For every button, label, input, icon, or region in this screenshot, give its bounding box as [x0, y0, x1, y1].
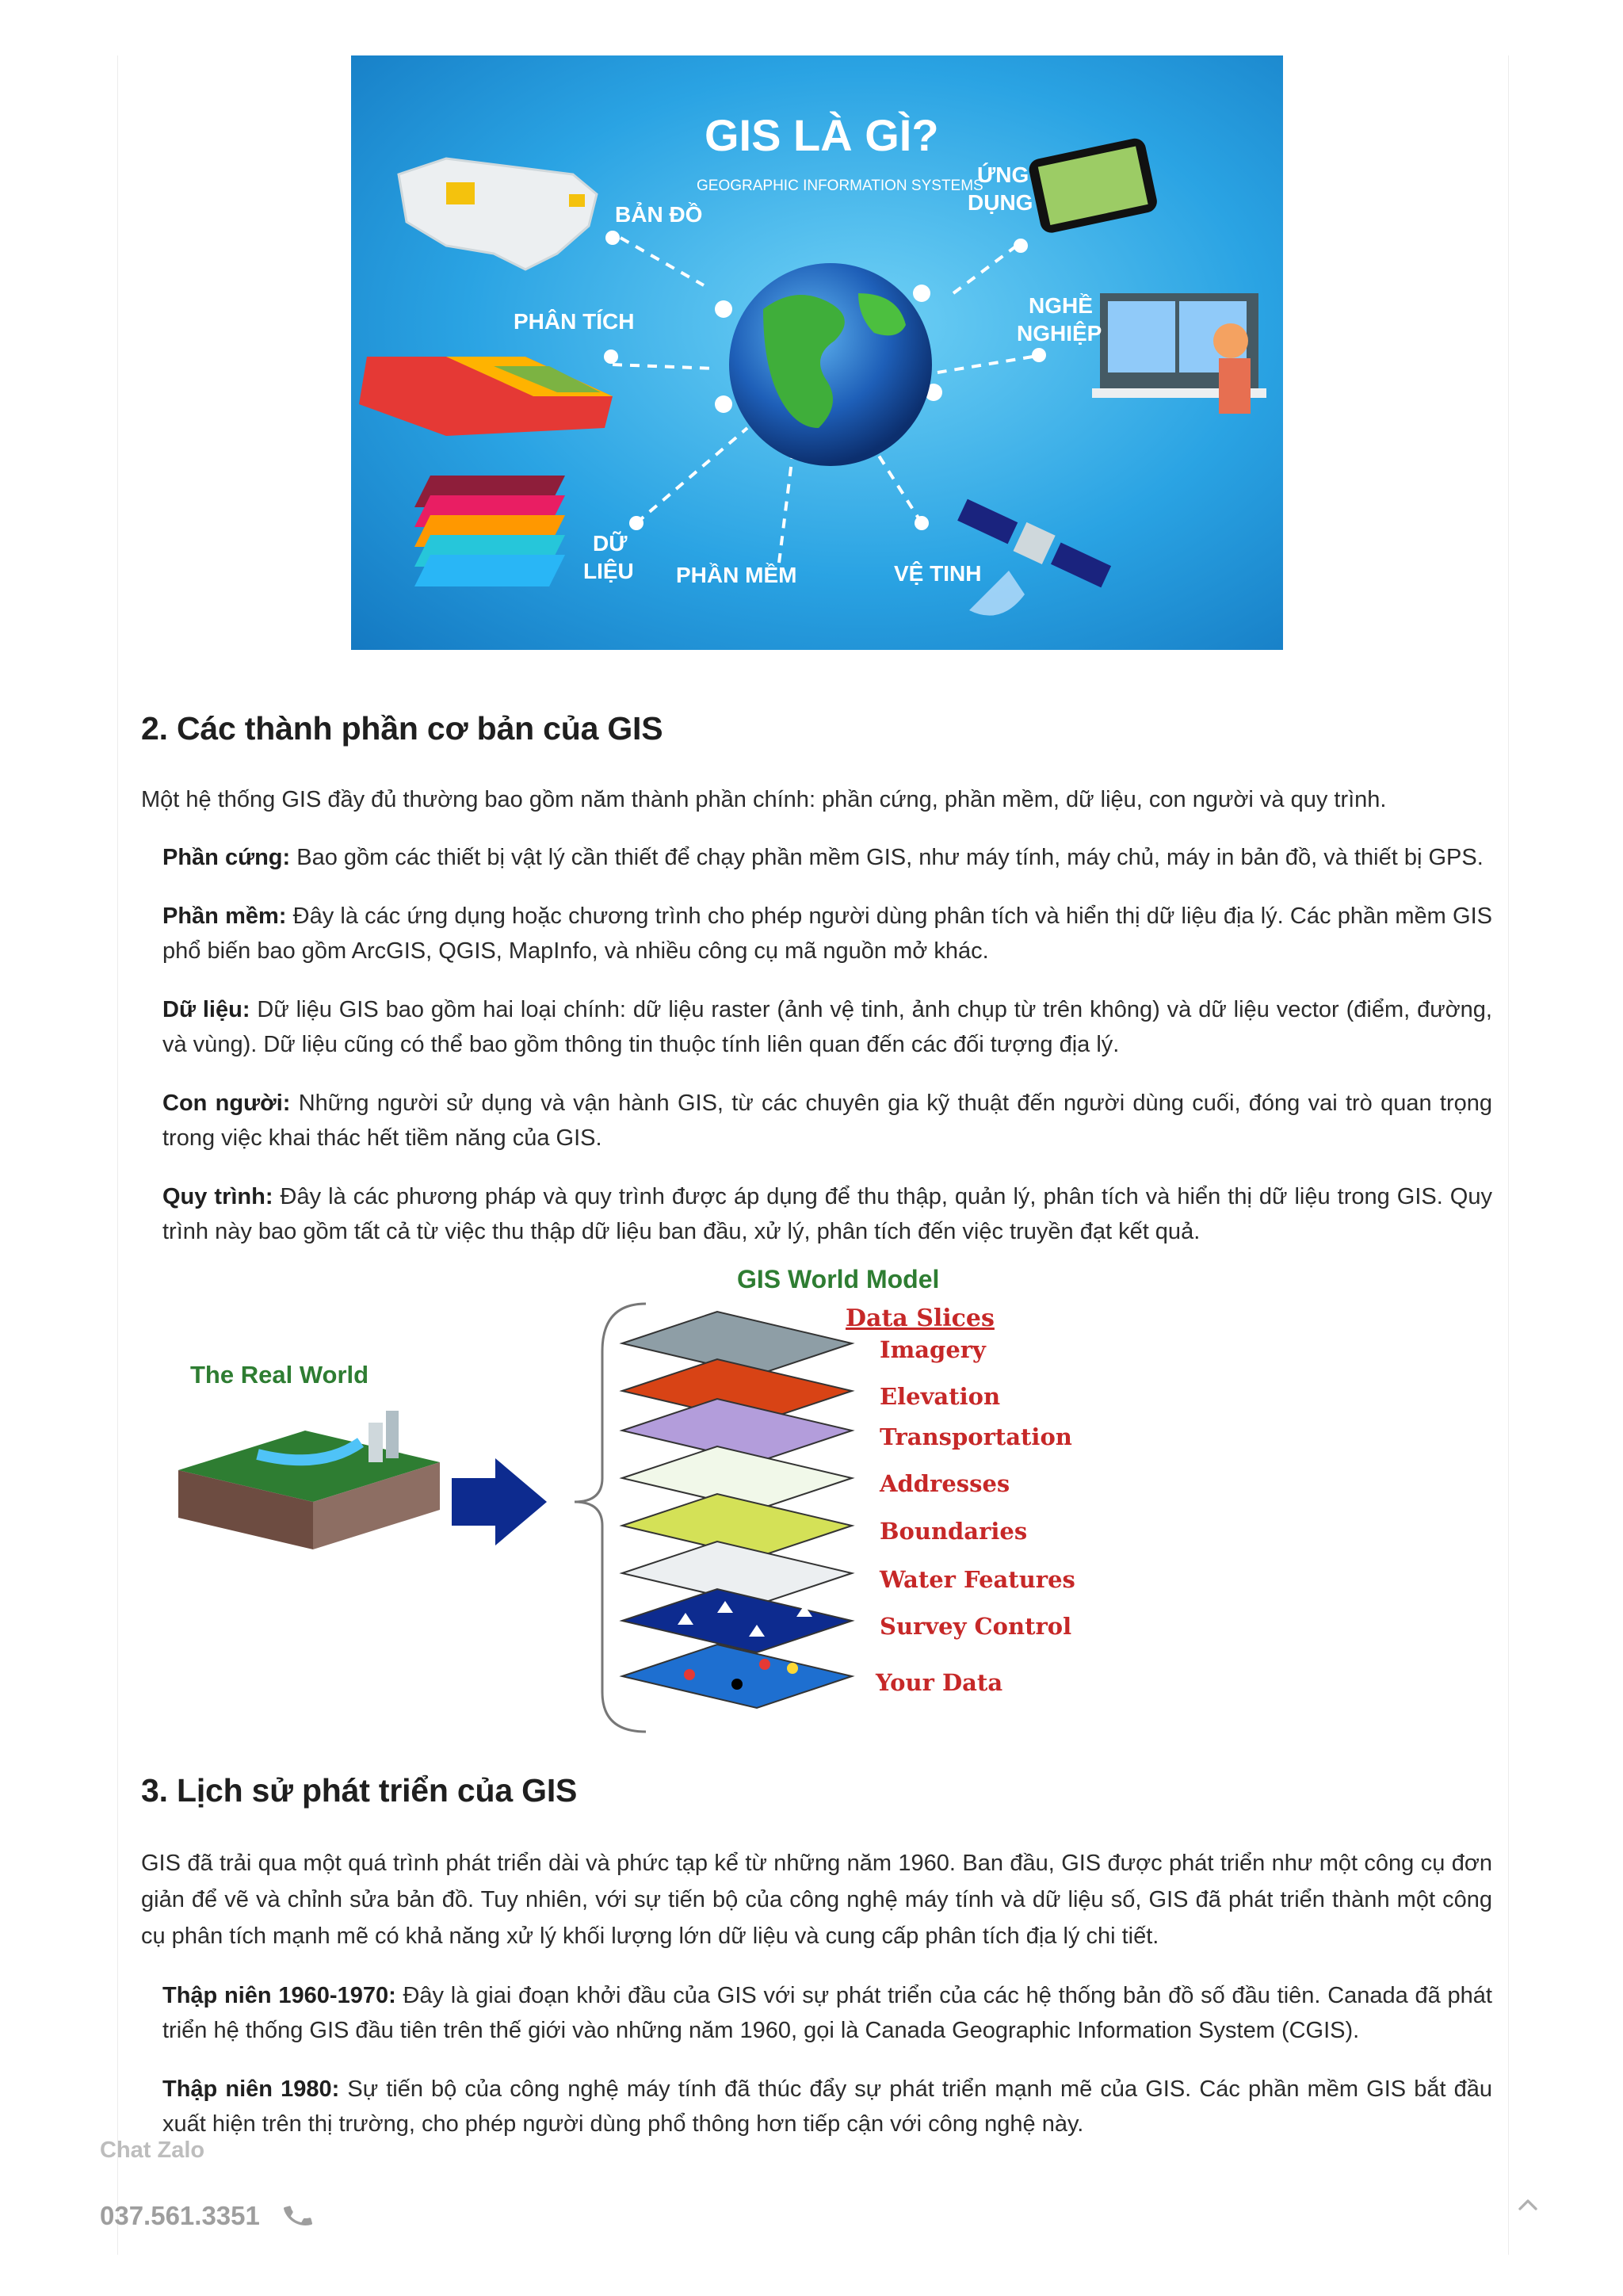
label-nghe-nghiep-1: NGHỀ [1029, 293, 1093, 318]
list-item [162, 1179, 1492, 1249]
model-left-title: The Real World [190, 1361, 369, 1389]
gis-world-model-image [162, 1264, 1129, 1740]
label-du-lieu-2: LIỆU [583, 559, 634, 583]
label-ban-do: BẢN ĐỒ [615, 202, 703, 227]
phone-contact[interactable] [100, 2200, 314, 2232]
layer-label: Transportation [880, 1423, 1072, 1450]
hero-title: GIS LÀ GÌ? [705, 110, 939, 160]
item-term: Thập niên 1980: [162, 2076, 340, 2102]
list-item [162, 1086, 1492, 1156]
section-heading: 2. Các thành phần cơ bản của GIS [141, 710, 663, 747]
list-item [162, 1978, 1492, 2048]
data-slices-header: Data Slices [846, 1305, 995, 1332]
layer-label: Addresses [880, 1470, 1010, 1497]
gis-intro-image [351, 55, 1283, 650]
item-text: Những người sử dụng và vận hành GIS, từ các chuyên gia kỹ thuật đến người dùng cuối, đóng vai trò quan trọng trong việc khai thác hết tiềm năng của GIS. [162, 1091, 1492, 1151]
layer-label: Water Features [880, 1566, 1075, 1593]
chevron-up-icon[interactable] [1512, 2189, 1544, 2221]
item-term: Thập niên 1960-1970: [162, 1983, 396, 2008]
hero-subtitle: GEOGRAPHIC INFORMATION SYSTEMS [697, 178, 983, 194]
layer-label: Boundaries [880, 1518, 1028, 1545]
chat-zalo-link[interactable]: Chat Zalo [100, 2137, 205, 2163]
label-du-lieu-1: DỮ [593, 531, 628, 556]
phone-number[interactable]: 037.561.3351 [100, 2201, 260, 2230]
item-text: Bao gồm các thiết bị vật lý cần thiết để chạy phần mềm GIS, như máy tính, máy chủ, máy in bản đồ, và thiết bị GPS. [290, 845, 1484, 870]
item-text: Đây là các ứng dụng hoặc chương trình cho phép người dùng phân tích và hiển thị dữ liệu địa lý. Các phần mềm GIS phổ biến bao gồm ArcGIS, QGIS, MapInfo, và nhiều công cụ mã nguồn mở khác. [162, 904, 1492, 964]
item-text: Đây là các phương pháp và quy trình được áp dụng để thu thập, quản lý, phân tích và hiển thị dữ liệu trong GIS. Quy trình này bao gồm tất cả từ việc thu thập dữ liệu ban đầu, xử lý, phân tích đến việc truyền đạt kết quả. [162, 1184, 1492, 1244]
label-phan-tich: PHÂN TÍCH [514, 309, 635, 334]
layer-label: Imagery [880, 1336, 986, 1363]
layer-label: Your Data [876, 1669, 1003, 1696]
item-term: Dữ liệu: [162, 997, 250, 1022]
label-nghe-nghiep-2: NGHIỆP [1017, 321, 1102, 346]
item-text: Sự tiến bộ của công nghệ máy tính đã thúc đẩy sự phát triển mạnh mẽ của GIS. Các phần mềm GIS bắt đầu xuất hiện trên thị trường, cho phép người dùng phổ thông hơn tiếp cận với công nghệ này. [162, 2076, 1492, 2137]
phone-icon[interactable] [282, 2200, 314, 2232]
item-text: Đây là giai đoạn khởi đầu của GIS với sự phát triển của các hệ thống bản đồ số đầu tiên. Canada đã phát triển hệ thống GIS đầu tiên trên thế giới vào những năm 1960, gọi là Canada Geographic Information System (CGIS). [162, 1983, 1492, 2043]
section-intro: GIS đã trải qua một quá trình phát triển dài và phức tạp kể từ những năm 1960. Ban đầu, GIS được phát triển như một công cụ đơn giản để vẽ và chỉnh sửa bản đồ. Tuy nhiên, với sự tiến bộ của công nghệ máy tính và dữ liệu số, GIS đã phát triển thành một công cụ phân tích mạnh mẽ có khả năng xử lý khối lượng lớn dữ liệu và cung cấp phân tích địa lý chi tiết. [141, 1851, 1492, 1949]
list-item [162, 899, 1492, 968]
list-item [162, 992, 1492, 1062]
list-item [162, 840, 1492, 875]
label-ve-tinh: VỆ TINH [894, 561, 982, 586]
layer-label: Elevation [880, 1383, 1001, 1410]
item-term: Phần mềm: [162, 904, 287, 929]
list-item [162, 2072, 1492, 2141]
label-ung-dung-2: DỤNG [968, 190, 1033, 215]
label-ung-dung-1: ỨNG [977, 162, 1029, 187]
section-heading: 3. Lịch sử phát triển của GIS [141, 1772, 578, 1809]
item-text: Dữ liệu GIS bao gồm hai loại chính: dữ liệu raster (ảnh vệ tinh, ảnh chụp từ trên không) và dữ liệu vector (điểm, đường, và vùng). Dữ liệu cũng có thể bao gồm thông tin thuộc tính liên quan đến các đối tượng địa lý. [162, 997, 1492, 1057]
section-intro: Một hệ thống GIS đầy đủ thường bao gồm năm thành phần chính: phần cứng, phần mềm, dữ liệu, con người và quy trình. [141, 787, 1387, 812]
item-term: Quy trình: [162, 1184, 273, 1209]
label-phan-mem: PHẦN MỀM [676, 563, 797, 587]
item-term: Phần cứng: [162, 845, 291, 870]
model-right-title: GIS World Model [737, 1265, 940, 1293]
layer-label: Survey Control [880, 1613, 1072, 1640]
item-term: Con người: [162, 1091, 291, 1116]
